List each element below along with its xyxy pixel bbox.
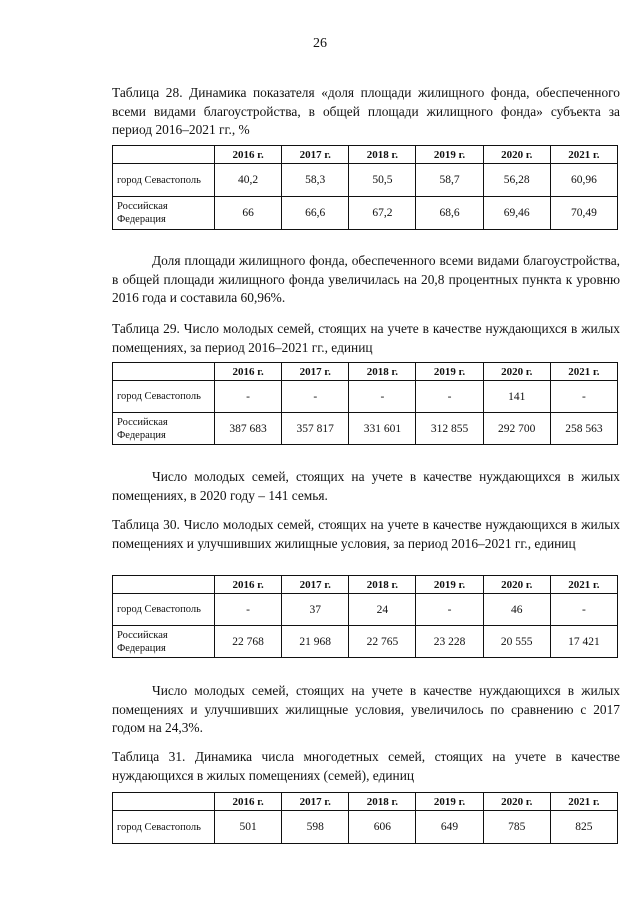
table-cell: - xyxy=(550,381,617,413)
row-label: город Севастополь xyxy=(113,811,215,844)
header-blank-cell xyxy=(113,576,215,594)
table-cell: - xyxy=(215,381,282,413)
table-cell: 58,3 xyxy=(282,164,349,197)
table-29 xyxy=(112,362,618,445)
table-cell: 606 xyxy=(349,811,416,844)
table-31 xyxy=(112,792,618,844)
year-header: 2017 г. xyxy=(282,793,349,811)
page-number: 26 xyxy=(313,36,327,51)
year-header: 2016 г. xyxy=(215,363,282,381)
year-header: 2020 г. xyxy=(483,146,550,164)
table-row xyxy=(113,164,618,197)
table-cell: 21 968 xyxy=(282,626,349,658)
table-cell: - xyxy=(215,594,282,626)
table-cell: 58,7 xyxy=(416,164,483,197)
year-header: 2021 г. xyxy=(550,146,617,164)
row-label: Российская Федерация xyxy=(113,197,215,230)
table-cell: 69,46 xyxy=(483,197,550,230)
year-header: 2018 г. xyxy=(349,576,416,594)
table-30-caption: Таблица 30. Число молодых семей, стоящих на учете в качестве нуждающихся в жилых помещениях и улучшивших жилищные условия, за период 2016–2021 гг., единиц xyxy=(112,517,620,551)
table-header-row xyxy=(113,363,618,381)
table-cell: 825 xyxy=(550,811,617,844)
table-cell: 37 xyxy=(282,594,349,626)
year-header: 2016 г. xyxy=(215,793,282,811)
table-header-row xyxy=(113,576,618,594)
year-header: 2019 г. xyxy=(416,576,483,594)
year-header: 2020 г. xyxy=(483,576,550,594)
year-header: 2018 г. xyxy=(349,146,416,164)
year-header: 2021 г. xyxy=(550,363,617,381)
table-cell: 20 555 xyxy=(483,626,550,658)
table-cell: 141 xyxy=(483,381,550,413)
table-30-note: Число молодых семей, стоящих на учете в качестве нуждающихся в жилых помещениях и улучшивших жилищные условия, увеличилось по сравнению с 2017 годом на 24,3%. xyxy=(112,683,620,735)
table-cell: 501 xyxy=(215,811,282,844)
year-header: 2019 г. xyxy=(416,793,483,811)
table-cell: 23 228 xyxy=(416,626,483,658)
year-header: 2021 г. xyxy=(550,793,617,811)
year-header: 2019 г. xyxy=(416,146,483,164)
table-cell: 292 700 xyxy=(483,413,550,445)
year-header: 2016 г. xyxy=(215,146,282,164)
year-header: 2018 г. xyxy=(349,363,416,381)
table-28-caption: Таблица 28. Динамика показателя «доля площади жилищного фонда, обеспеченного всеми видами благоустройства, в общей площади жилищного фонда» субъекта за период 2016–2021 гг., % xyxy=(112,85,620,137)
table-cell: - xyxy=(349,381,416,413)
table-28 xyxy=(112,145,618,230)
table-cell: 67,2 xyxy=(349,197,416,230)
table-row xyxy=(113,626,618,658)
table-row xyxy=(113,381,618,413)
table-cell: - xyxy=(416,381,483,413)
header-blank-cell xyxy=(113,146,215,164)
year-header: 2017 г. xyxy=(282,363,349,381)
table-cell: 649 xyxy=(416,811,483,844)
row-label: Российская Федерация xyxy=(113,413,215,445)
table-cell: 387 683 xyxy=(215,413,282,445)
table-header-row xyxy=(113,146,618,164)
year-header: 2021 г. xyxy=(550,576,617,594)
year-header: 2020 г. xyxy=(483,363,550,381)
table-cell: 17 421 xyxy=(550,626,617,658)
table-cell: 50,5 xyxy=(349,164,416,197)
table-cell: 357 817 xyxy=(282,413,349,445)
table-28-note: Доля площади жилищного фонда, обеспеченного всеми видами благоустройства, в общей площади жилищного фонда увеличилась на 20,8 процентных пункта к уровню 2016 года и составила 60,96%. xyxy=(112,253,620,305)
table-cell: 312 855 xyxy=(416,413,483,445)
year-header: 2019 г. xyxy=(416,363,483,381)
year-header: 2016 г. xyxy=(215,576,282,594)
table-cell: 68,6 xyxy=(416,197,483,230)
table-cell: - xyxy=(416,594,483,626)
year-header: 2018 г. xyxy=(349,793,416,811)
table-30 xyxy=(112,575,618,658)
table-cell: 66,6 xyxy=(282,197,349,230)
table-cell: 60,96 xyxy=(550,164,617,197)
header-blank-cell xyxy=(113,363,215,381)
table-29-note: Число молодых семей, стоящих на учете в качестве нуждающихся в жилых помещениях, в 2020 году – 141 семья. xyxy=(112,469,620,503)
year-header: 2017 г. xyxy=(282,146,349,164)
table-row xyxy=(113,811,618,844)
table-header-row xyxy=(113,793,618,811)
row-label: Российская Федерация xyxy=(113,626,215,658)
table-row xyxy=(113,413,618,445)
header-blank-cell xyxy=(113,793,215,811)
table-cell: 22 768 xyxy=(215,626,282,658)
table-cell: 46 xyxy=(483,594,550,626)
table-cell: - xyxy=(282,381,349,413)
table-cell: 66 xyxy=(215,197,282,230)
table-cell: 40,2 xyxy=(215,164,282,197)
row-label: город Севастополь xyxy=(113,164,215,197)
table-cell: 598 xyxy=(282,811,349,844)
table-29-caption: Таблица 29. Число молодых семей, стоящих на учете в качестве нуждающихся в жилых помещениях, за период 2016–2021 гг., единиц xyxy=(112,321,620,355)
table-cell: 258 563 xyxy=(550,413,617,445)
table-row xyxy=(113,594,618,626)
table-cell: 785 xyxy=(483,811,550,844)
table-row xyxy=(113,197,618,230)
table-cell: - xyxy=(550,594,617,626)
row-label: город Севастополь xyxy=(113,381,215,413)
year-header: 2020 г. xyxy=(483,793,550,811)
table-cell: 56,28 xyxy=(483,164,550,197)
row-label: город Севастополь xyxy=(113,594,215,626)
table-31-caption: Таблица 31. Динамика числа многодетных семей, стоящих на учете в качестве нуждающихся в жилых помещениях (семей), единиц xyxy=(112,749,620,783)
table-cell: 22 765 xyxy=(349,626,416,658)
table-cell: 331 601 xyxy=(349,413,416,445)
table-cell: 70,49 xyxy=(550,197,617,230)
table-cell: 24 xyxy=(349,594,416,626)
year-header: 2017 г. xyxy=(282,576,349,594)
